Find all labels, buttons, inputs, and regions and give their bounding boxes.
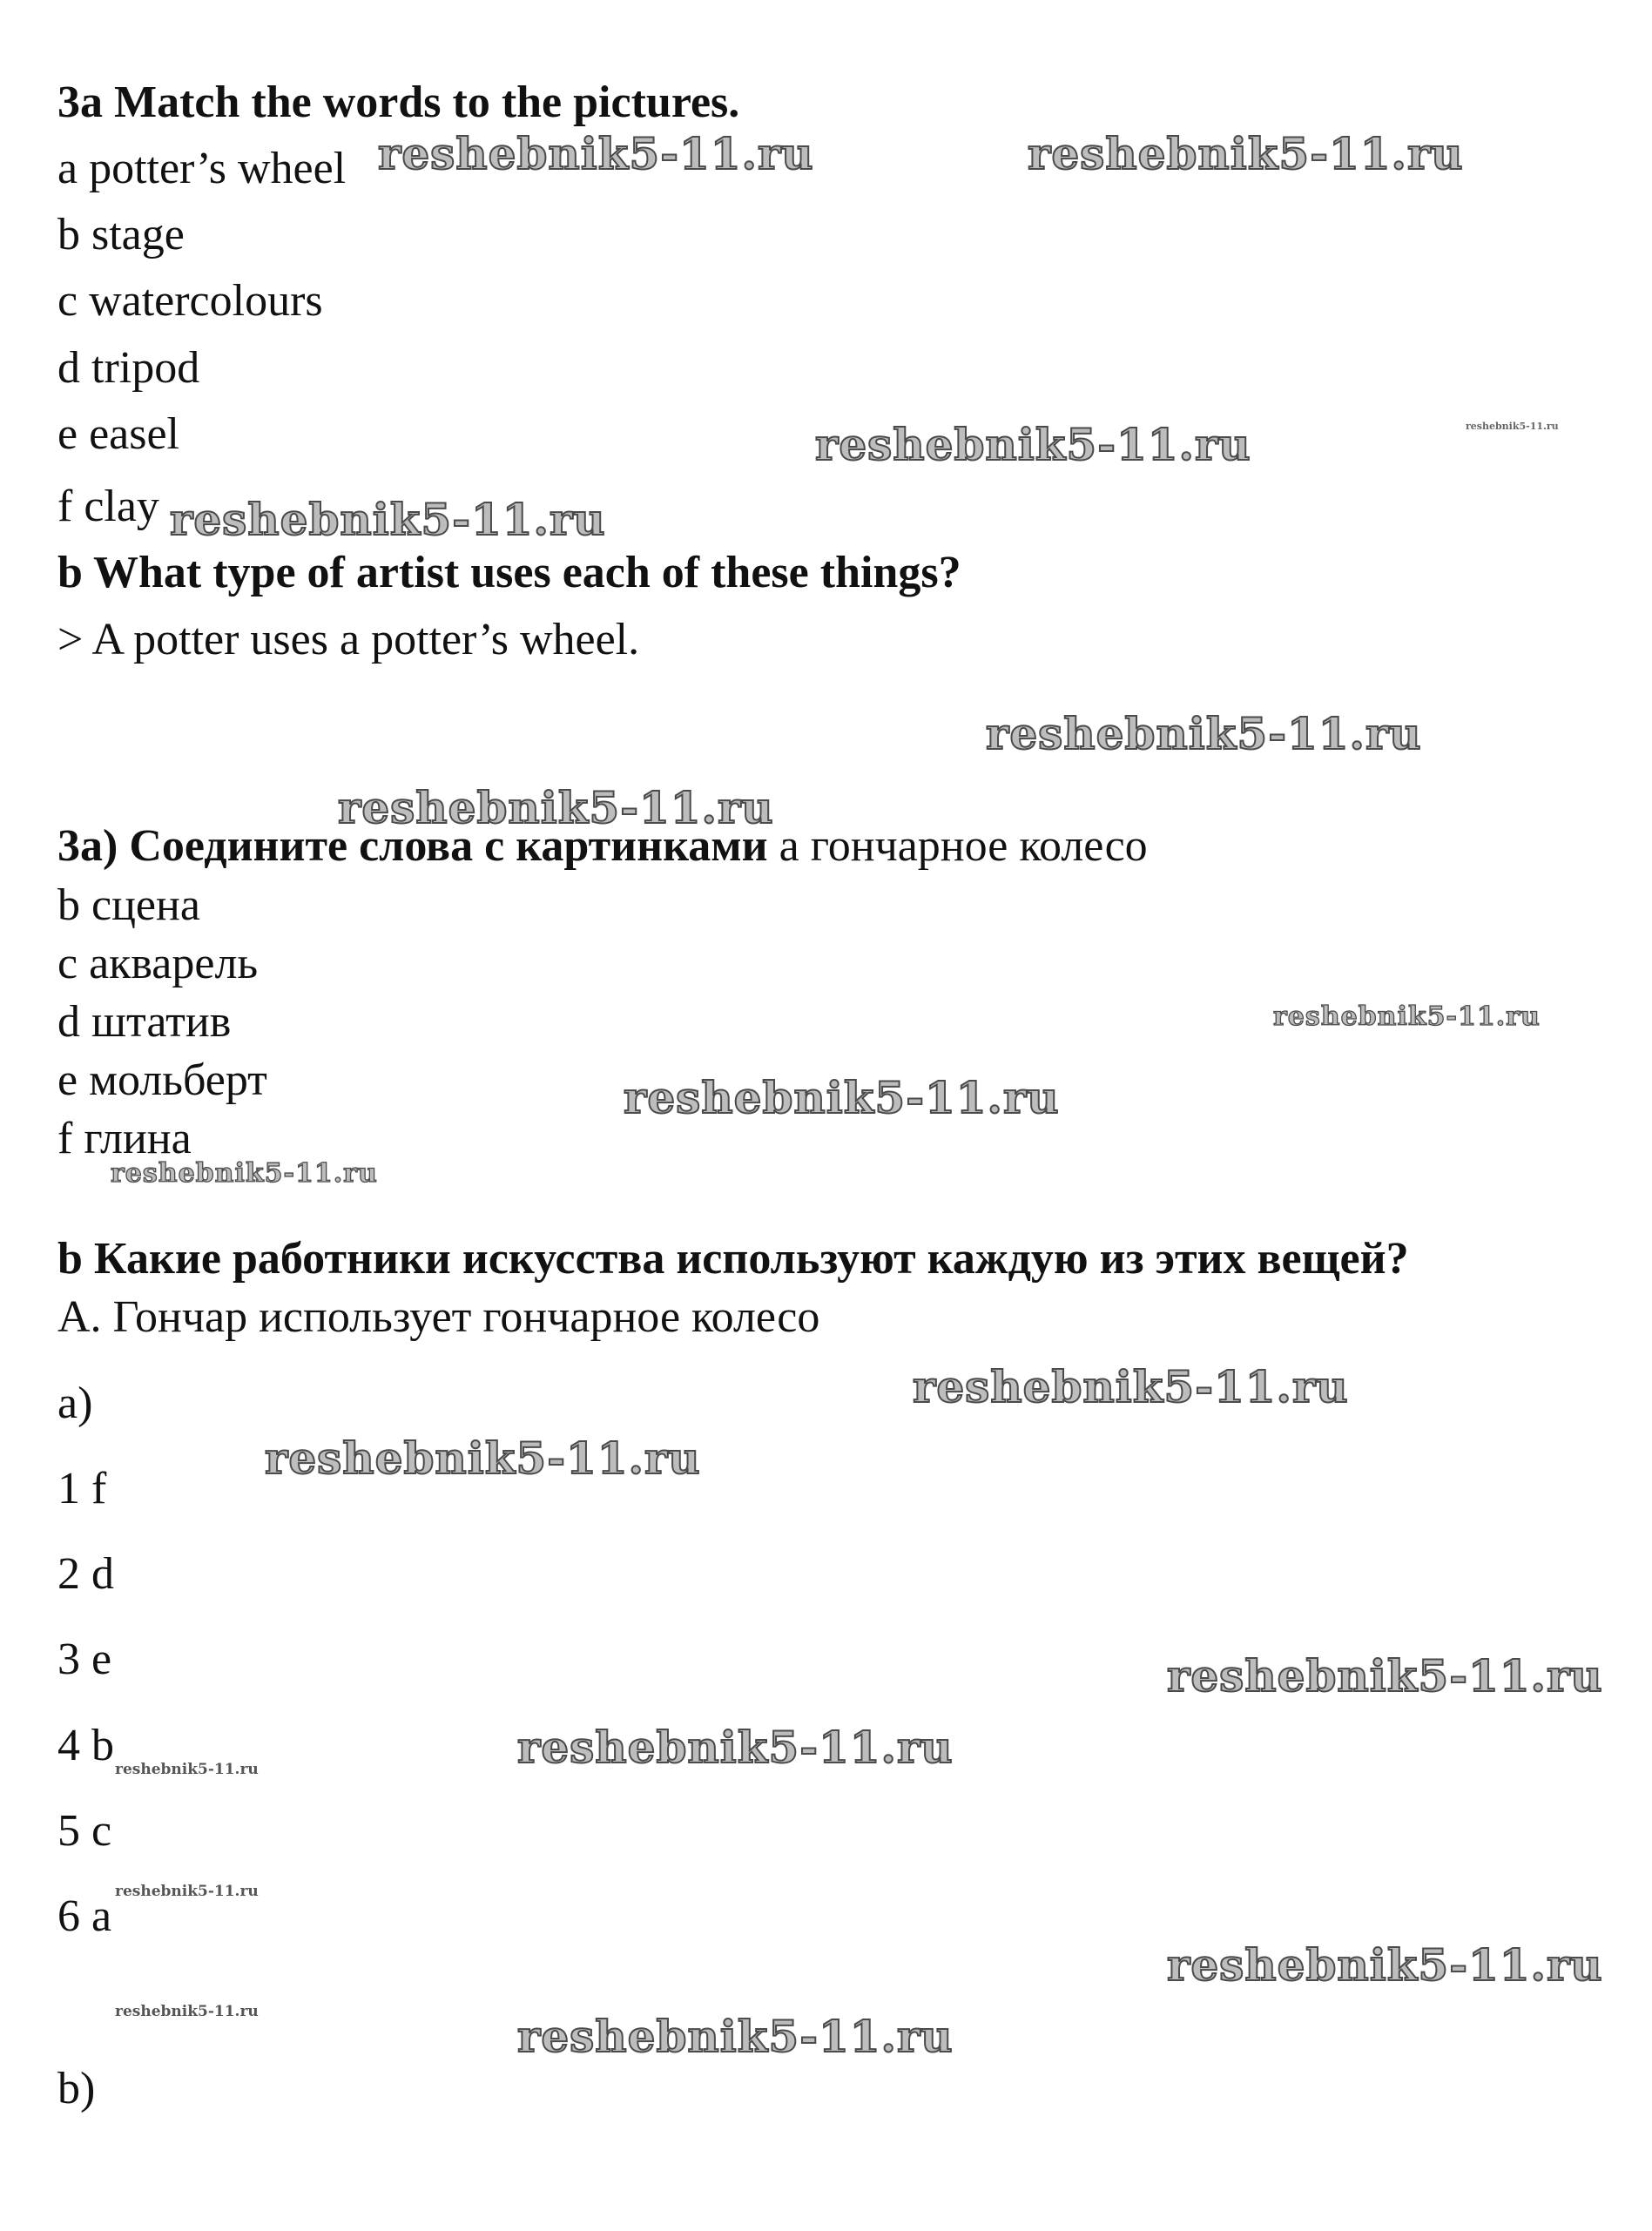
watermark: reshebnik5-11.ru bbox=[115, 1883, 259, 1900]
example-en: > A potter uses a potter’s wheel. bbox=[57, 615, 640, 664]
watermark: reshebnik5-11.ru bbox=[913, 1361, 1349, 1412]
exercise-title-ru-bold: 3a) Соедините слова с картинками bbox=[57, 821, 768, 871]
watermark: reshebnik5-11.ru bbox=[624, 1072, 1060, 1123]
watermark: reshebnik5-11.ru bbox=[115, 1761, 259, 1778]
watermark: reshebnik5-11.ru bbox=[1167, 1939, 1603, 1991]
exercise-title-en: 3a Match the words to the pictures. bbox=[57, 78, 740, 127]
watermark: reshebnik5-11.ru bbox=[338, 782, 774, 833]
example-ru: А. Гончар использует гончарное колесо bbox=[57, 1292, 820, 1342]
watermark: reshebnik5-11.ru bbox=[517, 2011, 954, 2062]
watermark: reshebnik5-11.ru bbox=[115, 2003, 259, 2020]
word-item: f clay bbox=[57, 482, 159, 531]
watermark: reshebnik5-11.ru bbox=[378, 128, 814, 179]
word-item: b stage bbox=[57, 210, 185, 259]
question-b-en: b What type of artist uses each of these things? bbox=[57, 548, 961, 597]
answer-item: 4 b bbox=[57, 1721, 114, 1770]
word-item-ru: c акварель bbox=[57, 939, 259, 988]
word-item: d tripod bbox=[57, 343, 200, 393]
word-item: c watercolours bbox=[57, 276, 323, 326]
answers-part-a-label: a) bbox=[57, 1378, 93, 1428]
answer-item: 2 d bbox=[57, 1549, 114, 1599]
watermark: reshebnik5-11.ru bbox=[111, 1158, 378, 1189]
question-b-ru: b Какие работники искусства используют каждую из этих вещей? bbox=[57, 1234, 1409, 1284]
answer-item: 5 c bbox=[57, 1806, 112, 1856]
watermark: reshebnik5-11.ru bbox=[1466, 421, 1559, 432]
word-item-ru: e мольберт bbox=[57, 1055, 267, 1105]
answers-part-b-label: b) bbox=[57, 2064, 96, 2113]
watermark: reshebnik5-11.ru bbox=[265, 1432, 701, 1484]
answer-item: 6 a bbox=[57, 1891, 112, 1941]
answer-item: 3 e bbox=[57, 1634, 112, 1684]
watermark: reshebnik5-11.ru bbox=[1167, 1650, 1603, 1702]
word-item-ru: d штатив bbox=[57, 997, 232, 1047]
word-item: e easel bbox=[57, 409, 180, 459]
word-item: a potter’s wheel bbox=[57, 144, 347, 193]
answer-item: 1 f bbox=[57, 1464, 107, 1513]
exercise-title-ru-rest: а гончарное колесо bbox=[767, 821, 1148, 871]
watermark: reshebnik5-11.ru bbox=[1028, 128, 1464, 179]
watermark: reshebnik5-11.ru bbox=[517, 1722, 954, 1773]
watermark: reshebnik5-11.ru bbox=[1273, 1001, 1541, 1032]
word-item-ru: f глина bbox=[57, 1114, 192, 1163]
watermark: reshebnik5-11.ru bbox=[986, 708, 1422, 759]
watermark: reshebnik5-11.ru bbox=[815, 419, 1251, 470]
watermark: reshebnik5-11.ru bbox=[170, 494, 606, 545]
word-item-ru: b сцена bbox=[57, 880, 200, 930]
